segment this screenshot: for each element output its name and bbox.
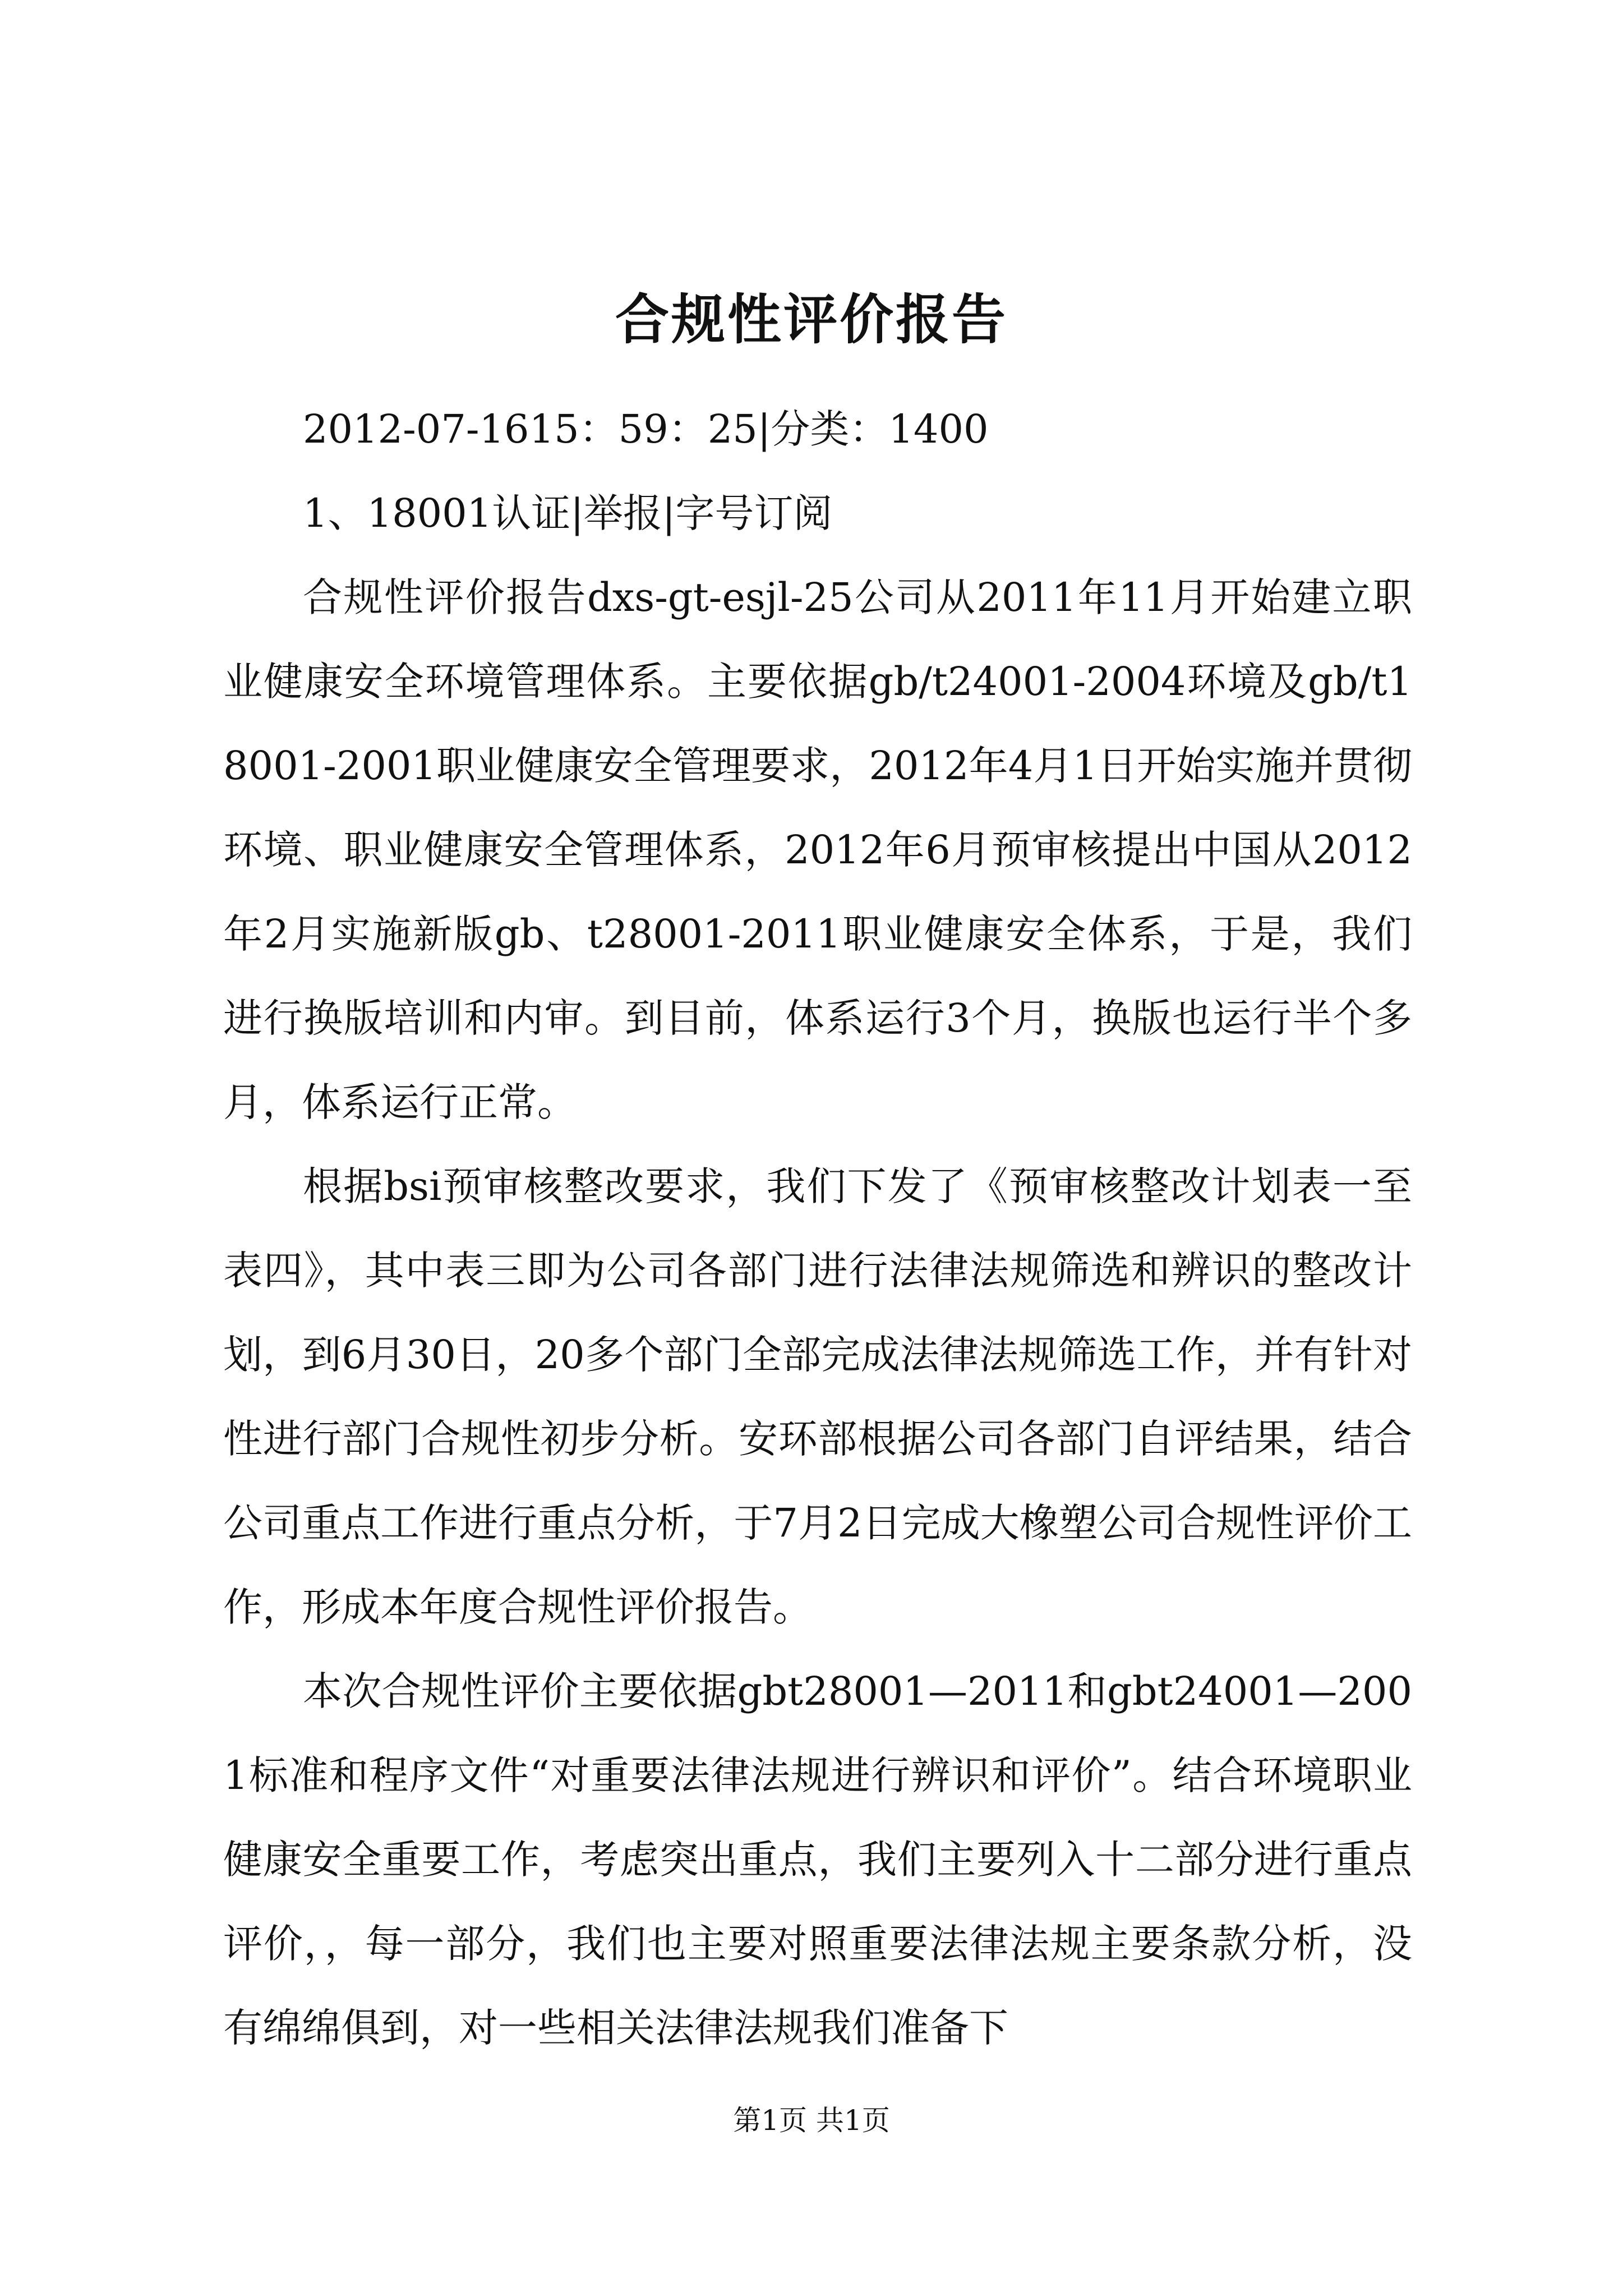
- paragraph: 合规性评价报告dxs-gt-esjl-25公司从2011年11月开始建立职业健康安全环境管理体系。主要依据gb/t24001-2004环境及gb/t18001-2001职业健康安全管理要求，2012年4月1日开始实施并贯彻环境、职业健康安全管理体系，2012年6月预审核提出中国从2012年2月实施新版gb、t28001-2011职业健康安全体系，于是，我们进行换版培训和内审。到目前，体系运行3个月，换版也运行半个多月，体系运行正常。: [223, 574, 1412, 1125]
- document-title: 合规性评价报告: [615, 288, 1008, 351]
- document-body: [223, 387, 1412, 2070]
- tags-line: 1、18001认证|举报|字号订阅: [303, 490, 833, 536]
- paragraph: 根据bsi预审核整改要求，我们下发了《预审核整改计划表一至表四》，其中表三即为公司各部门进行法律法规筛选和辨识的整改计划，到6月30日，20多个部门全部完成法律法规筛选工作，并有针对性进行部门合规性初步分析。安环部根据公司各部门自评结果，结合公司重点工作进行重点分析，于7月2日完成大橡塑公司合规性评价工作，形成本年度合规性评价报告。: [223, 1163, 1412, 1630]
- page-footer: 第1页 共1页: [733, 2104, 890, 2137]
- meta-line: 2012-07-1615：59：25|分类：1400: [303, 406, 989, 452]
- paragraph: 本次合规性评价主要依据gbt28001—2011和gbt24001—2001标准和程序文件“对重要法律法规进行辨识和评价”。结合环境职业健康安全重要工作，考虑突出重点，我们主要列入十二部分进行重点评价，，每一部分，我们也主要对照重要法律法规主要条款分析，没有绵绵俱到，对一些相关法律法规我们准备下: [223, 1668, 1412, 2051]
